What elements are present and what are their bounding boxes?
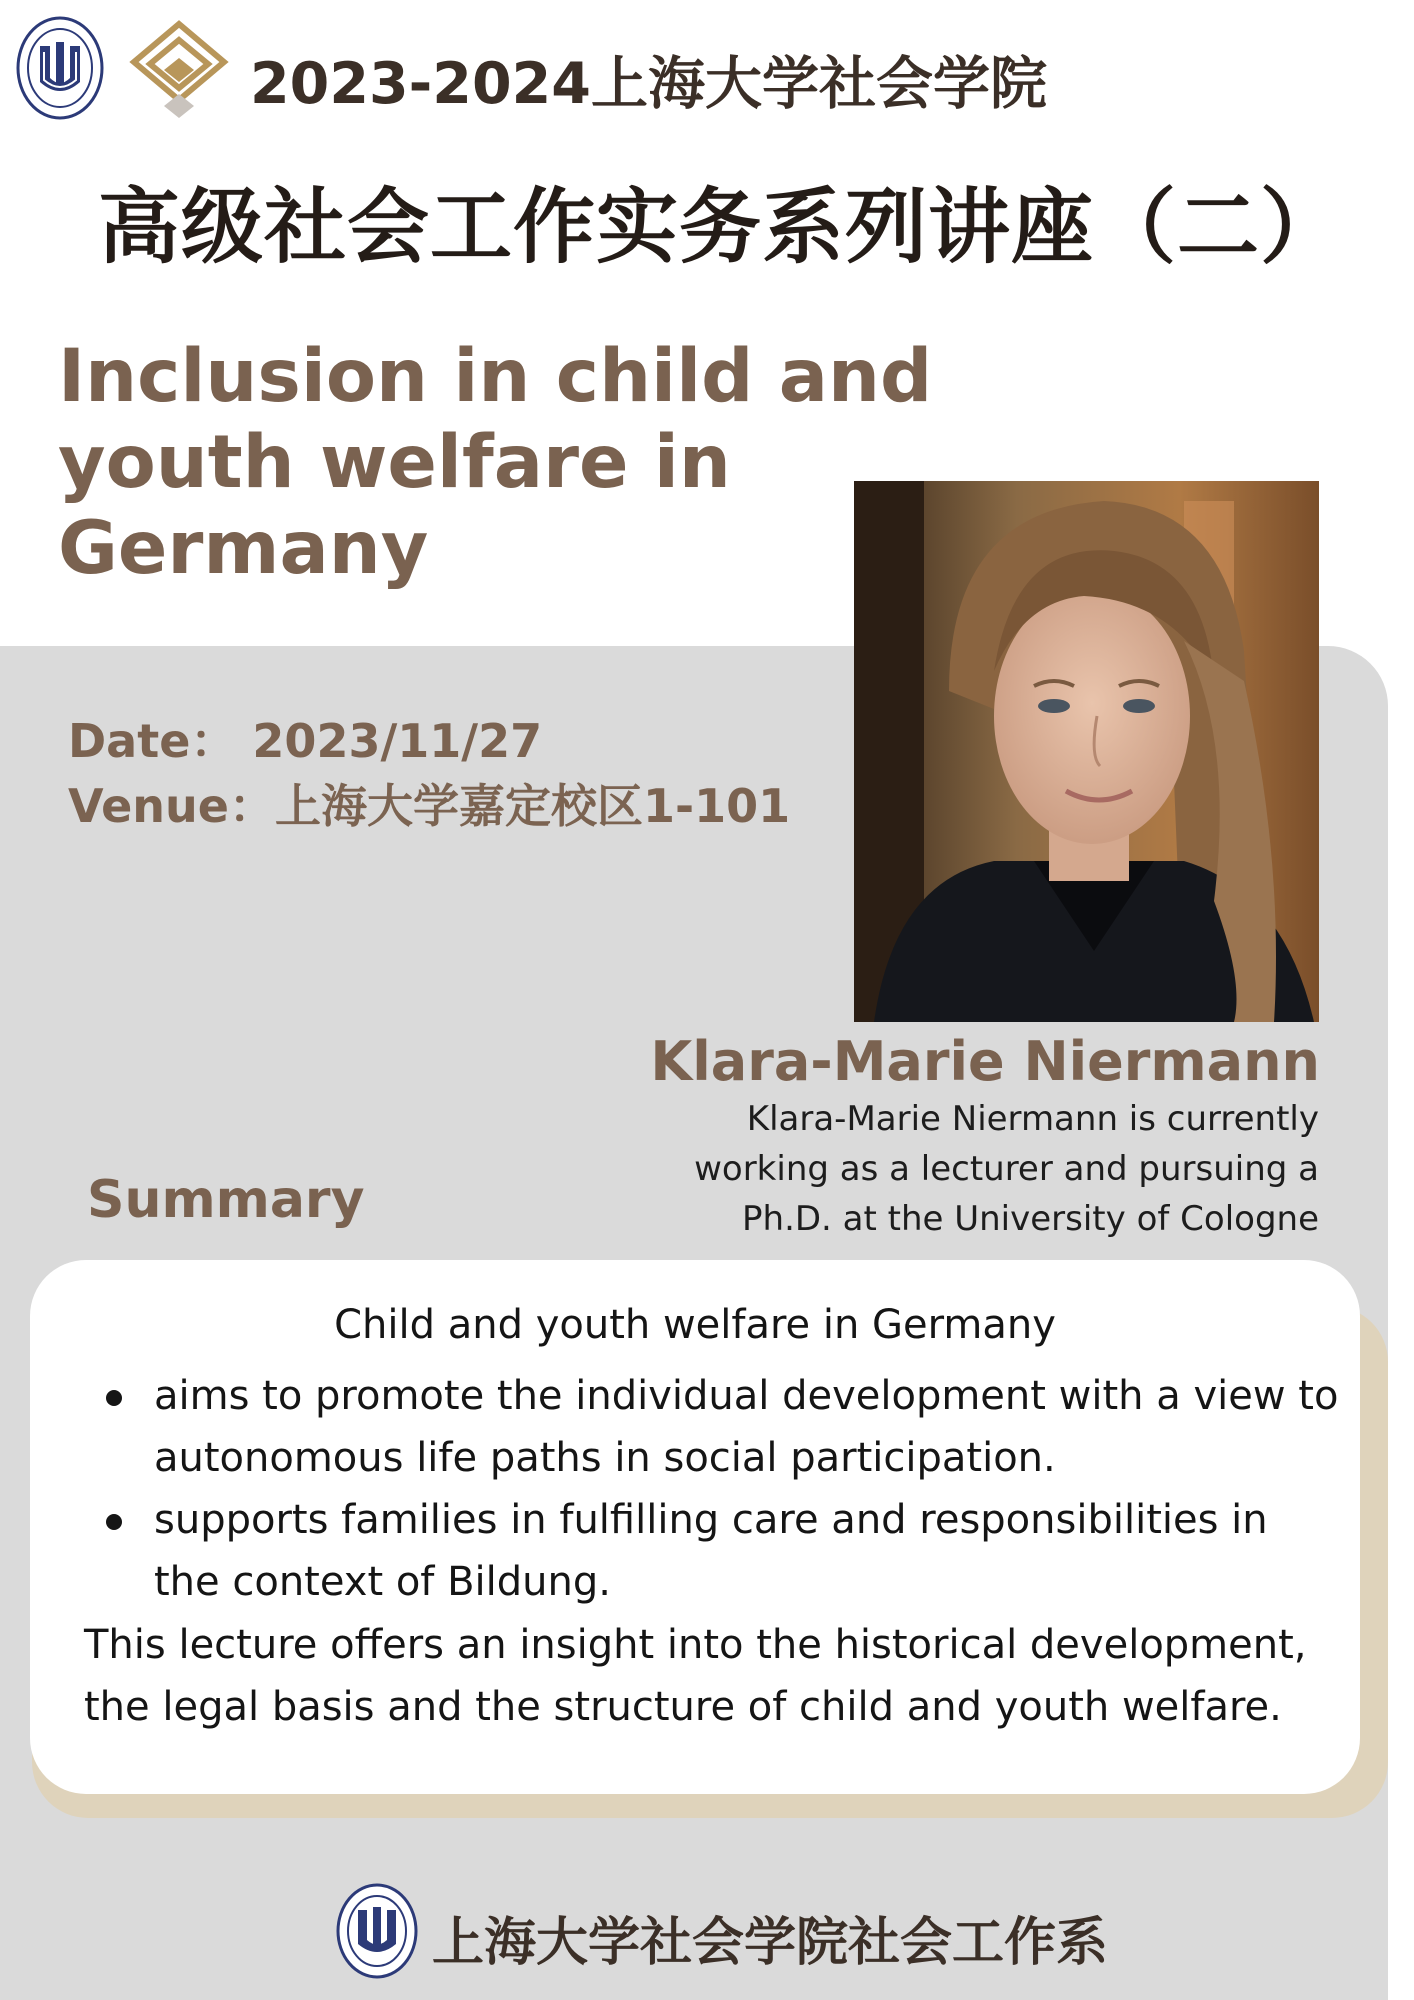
list-item xyxy=(100,1365,1340,1489)
summary-outro: This lecture offers an insight into the historical development, the legal basis and the structure of child and youth welfare. xyxy=(84,1622,1307,1730)
footer-department-name: 上海大学社会学院社会工作系 xyxy=(432,1913,1109,1973)
summary-heading: Summary xyxy=(87,1170,365,1230)
event-venue: Venue：上海大学嘉定校区1-101 xyxy=(68,779,791,833)
summary-intro: Child and youth welfare in Germany xyxy=(334,1302,1056,1348)
speaker-photo xyxy=(854,481,1319,1022)
stacked-diamond-logo-icon xyxy=(128,18,230,124)
speaker-bio: Klara-Marie Niermann is currently working as a lecturer and pursuing a Ph.D. at the University of Cologne xyxy=(694,1099,1319,1239)
speaker-name: Klara-Marie Niermann xyxy=(650,1030,1320,1093)
bullet-icon xyxy=(106,1514,122,1530)
event-date: Date： 2023/11/27 xyxy=(68,714,543,768)
bullet-text: supports families in fulfilling care and responsibilities in the context of Bildung. xyxy=(154,1497,1268,1605)
bullet-icon xyxy=(106,1390,122,1406)
talk-title: Inclusion in child and youth welfare in Germany xyxy=(58,334,933,591)
summary-bullet-list xyxy=(100,1365,1340,1613)
list-item xyxy=(100,1489,1340,1613)
footer-university-logo-icon xyxy=(334,1880,420,1982)
series-title: 高级社会工作实务系列讲座（二） xyxy=(98,180,1344,275)
bullet-text: aims to promote the individual development with a view to autonomous life paths in social participation. xyxy=(154,1373,1339,1481)
shanghai-university-logo-icon xyxy=(14,12,106,124)
year-title: 2023-2024上海大学社会学院 xyxy=(250,51,1047,117)
